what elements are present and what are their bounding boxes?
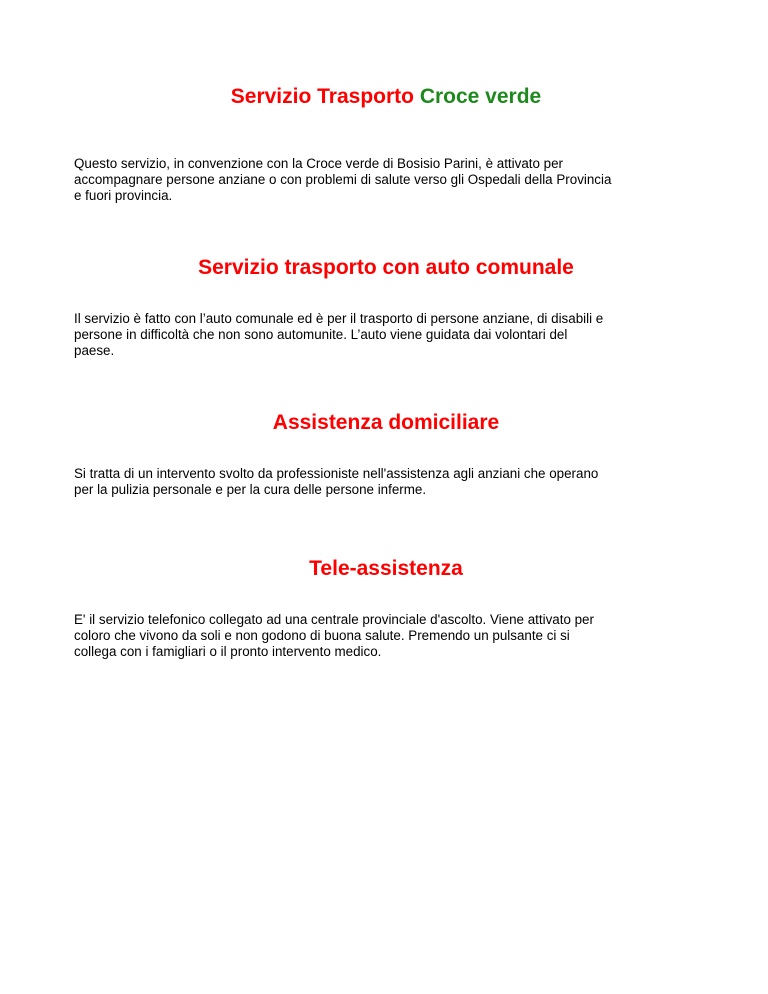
body-line: per la pulizia personale e per la cura delle persone inferme. — [74, 482, 427, 497]
section-body-tele-assistenza — [74, 612, 698, 660]
section-body-auto-comunale — [74, 311, 698, 359]
body-line: Questo servizio, in convenzione con la Croce verde di Bosisio Parini, è attivato per — [74, 156, 564, 171]
body-line: accompagnare persone anziane o con problemi di salute verso gli Ospedali della Provincia — [74, 172, 612, 187]
body-line: E' il servizio telefonico collegato ad una centrale provinciale d'ascolto. Viene attivato per — [74, 612, 594, 627]
body-line: paese. — [74, 343, 115, 358]
section-body-croce-verde — [74, 156, 698, 204]
body-line: persone in difficoltà che non sono automunite. L’auto viene guidata dai volontari del — [74, 327, 568, 342]
section-assistenza-domiciliare — [74, 410, 698, 498]
section-title-croce-verde — [74, 84, 698, 110]
section-title-auto-comunale: Servizio trasporto con auto comunale — [198, 256, 574, 279]
body-line: collega con i famigliari o il pronto intervento medico. — [74, 644, 382, 659]
section-title-assistenza-domiciliare: Assistenza domiciliare — [272, 411, 500, 434]
body-line: coloro che vivono da soli e non godono di buona salute. Premendo un pulsante ci si — [74, 628, 570, 643]
title-green-part: Croce verde — [419, 85, 542, 108]
section-auto-comunale — [74, 255, 698, 359]
section-tele-assistenza — [74, 556, 698, 660]
body-line: Il servizio è fatto con l’auto comunale ed è per il trasporto di persone anziane, di disabili e — [74, 311, 604, 326]
body-line: Si tratta di un intervento svolto da professioniste nell'assistenza agli anziani che operano — [74, 466, 599, 481]
title-red-part: Servizio Trasporto — [230, 85, 420, 108]
body-line: e fuori provincia. — [74, 188, 173, 203]
section-body-assistenza-domiciliare — [74, 466, 698, 498]
section-title-tele-assistenza: Tele-assistenza — [309, 557, 463, 580]
section-croce-verde — [74, 84, 698, 204]
